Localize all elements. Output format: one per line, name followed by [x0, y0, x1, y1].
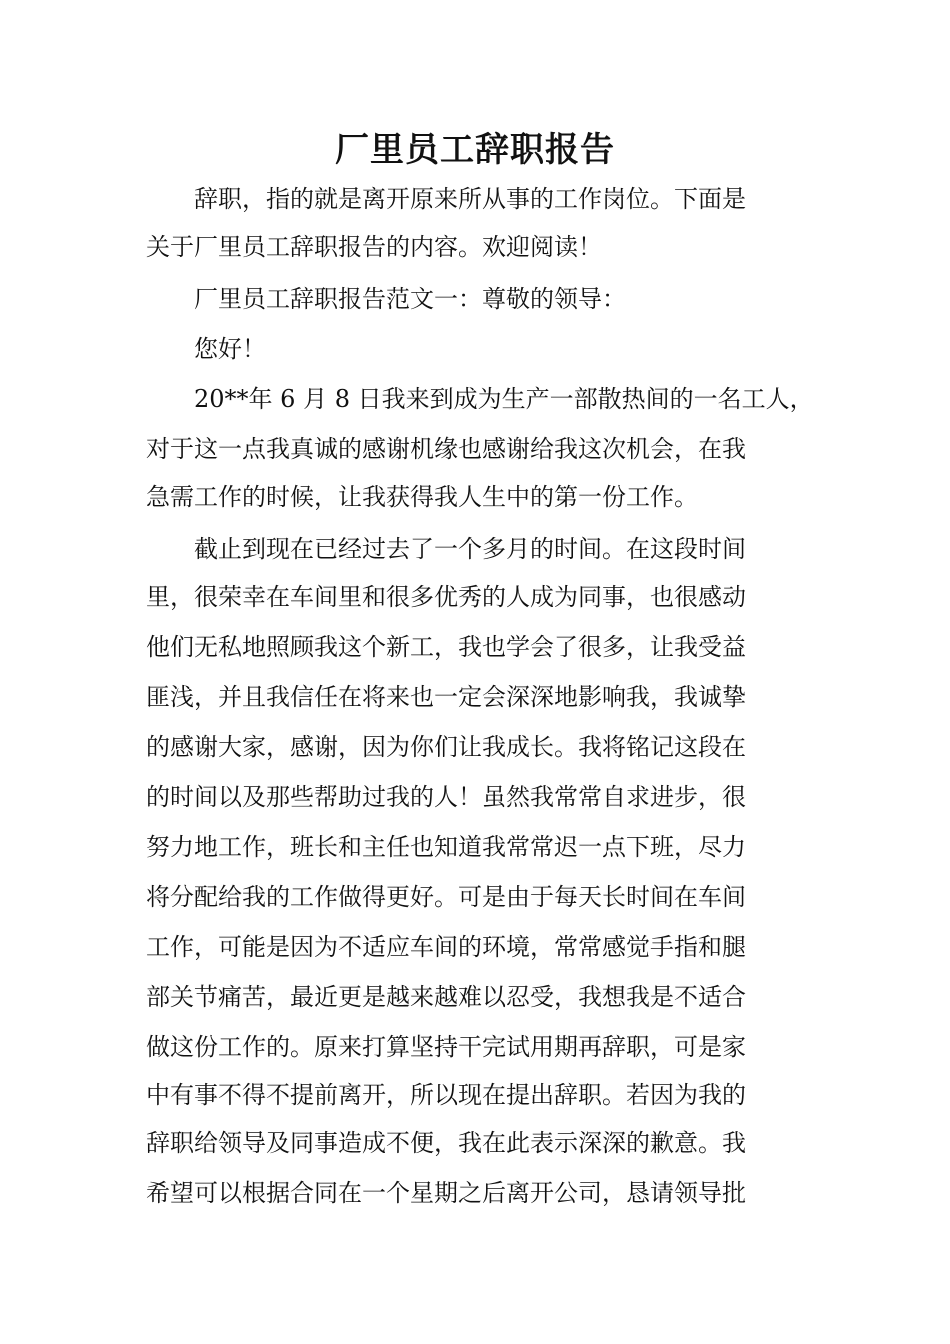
- paragraph-line: 的感谢大家，感谢，因为你们让我成长。我将铭记这段在: [146, 733, 746, 761]
- paragraph-line: 厂里员工辞职报告范文一：尊敬的领导：: [194, 285, 626, 313]
- paragraph-line: 部关节痛苦，最近更是越来越难以忍受，我想我是不适合: [146, 983, 746, 1011]
- document-title: 厂里员工辞职报告: [335, 130, 615, 170]
- paragraph-line: 对于这一点我真诚的感谢机缘也感谢给我这次机会，在我: [146, 435, 746, 463]
- paragraph-line: 辞职给领导及同事造成不便，我在此表示深深的歉意。我: [146, 1129, 746, 1157]
- paragraph-line: 20**年 6 月 8 日我来到成为生产一部散热间的一名工人，: [194, 385, 814, 413]
- paragraph-line: 匪浅，并且我信任在将来也一定会深深地影响我，我诚挚: [146, 683, 746, 711]
- paragraph-line: 努力地工作，班长和主任也知道我常常迟一点下班，尽力: [146, 833, 746, 861]
- paragraph-line: 将分配给我的工作做得更好。可是由于每天长时间在车间: [146, 883, 746, 911]
- paragraph-line: 截止到现在已经过去了一个多月的时间。在这段时间: [194, 535, 746, 563]
- paragraph-line: 里，很荣幸在车间里和很多优秀的人成为同事，也很感动: [146, 583, 746, 611]
- paragraph-line: 希望可以根据合同在一个星期之后离开公司，恳请领导批: [146, 1179, 746, 1207]
- paragraph-line: 的时间以及那些帮助过我的人！虽然我常常自求进步，很: [146, 783, 746, 811]
- paragraph-line: 他们无私地照顾我这个新工，我也学会了很多，让我受益: [146, 633, 746, 661]
- paragraph-line: 做这份工作的。原来打算坚持干完试用期再辞职，可是家: [146, 1033, 746, 1061]
- paragraph-line: 中有事不得不提前离开，所以现在提出辞职。若因为我的: [146, 1081, 746, 1109]
- paragraph-line: 急需工作的时候，让我获得我人生中的第一份工作。: [146, 483, 698, 511]
- paragraph-line: 辞职，指的就是离开原来所从事的工作岗位。下面是: [194, 185, 746, 213]
- paragraph-line: 您好！: [194, 335, 266, 363]
- paragraph-line: 关于厂里员工辞职报告的内容。欢迎阅读！: [146, 233, 602, 261]
- paragraph-line: 工作，可能是因为不适应车间的环境，常常感觉手指和腿: [146, 933, 746, 961]
